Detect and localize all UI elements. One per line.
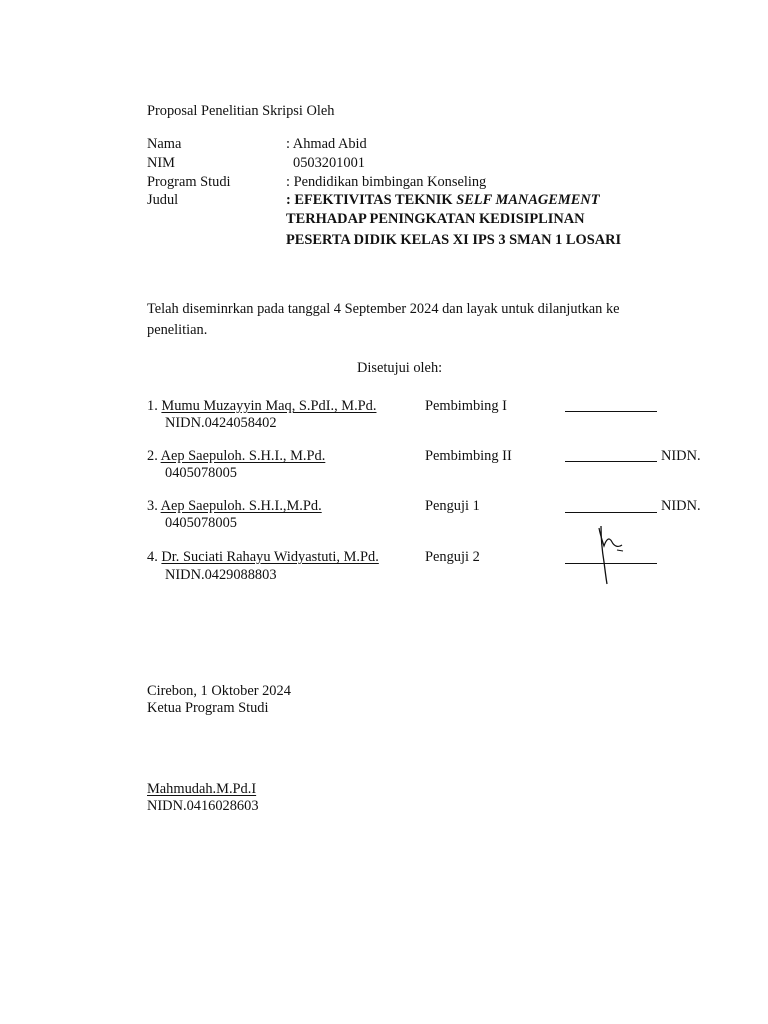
program-head-nidn: NIDN.0416028603 [147,798,259,814]
judul-italic: SELF MANAGEMENT [456,192,600,208]
handwritten-signature [590,520,640,586]
approver-3-role: Penguji 1 [425,498,480,514]
statement-line-1: Telah diseminrkan pada tanggal 4 September 2024 dan layak untuk dilanjutkan ke [147,301,620,317]
approver-2-number: 2. [147,448,158,464]
approver-1-nidn: NIDN.0424058402 [165,415,277,431]
prodi-value: : Pendidikan bimbingan Konseling [286,174,487,190]
approver-4-number: 4. [147,549,158,565]
statement-line-2: penelitian. [147,322,208,338]
program-head-position: Ketua Program Studi [147,700,269,716]
prodi-label: Program Studi [147,174,231,190]
judul-label: Judul [147,192,179,208]
approver-1-number: 1. [147,398,158,414]
nama-value: : Ahmad Abid [286,136,367,152]
approver-1-signature-line [565,411,657,412]
approver-3-name: Aep Saepuloh. S.H.I.,M.Pd. [160,498,322,514]
approver-2-nidn: 0405078005 [165,465,237,481]
nim-value: 0503201001 [293,155,365,171]
approver-2-name: Aep Saepuloh. S.H.I., M.Pd. [160,448,326,464]
place-date: Cirebon, 1 Oktober 2024 [147,683,291,699]
nama-label: Nama [147,136,182,152]
approver-1-name: Mumu Muzayyin Maq, S.PdI., M.Pd. [161,398,377,414]
approver-4-nidn: NIDN.0429088803 [165,567,277,583]
approver-2-nidn-label: NIDN. [661,448,701,464]
judul-line-3: PESERTA DIDIK KELAS XI IPS 3 SMAN 1 LOSARI [286,232,622,248]
judul-line-1 [286,191,599,209]
approver-3-signature-line [565,512,657,513]
judul-prefix: : EFEKTIVITAS TEKNIK [286,192,457,208]
document-title: Proposal Penelitian Skripsi Oleh [147,103,335,119]
approver-4-role: Penguji 2 [425,549,480,565]
approver-2-line [147,447,325,465]
approver-1-line [147,397,376,415]
approver-3-nidn-label: NIDN. [661,498,701,514]
approver-2-signature-line [565,461,657,462]
approver-4-name: Dr. Suciati Rahayu Widyastuti, M.Pd. [161,549,379,565]
approver-4-line [147,548,379,566]
approver-3-line [147,497,322,515]
judul-line-2: TERHADAP PENINGKATAN KEDISIPLINAN [286,211,585,227]
approver-1-role: Pembimbing I [425,398,507,414]
nim-label: NIM [147,155,175,171]
approver-3-number: 3. [147,498,158,514]
program-head-name: Mahmudah.M.Pd.I [147,781,257,797]
approver-3-nidn: 0405078005 [165,515,237,531]
approval-heading: Disetujui oleh: [357,360,443,376]
approver-2-role: Pembimbing II [425,448,512,464]
